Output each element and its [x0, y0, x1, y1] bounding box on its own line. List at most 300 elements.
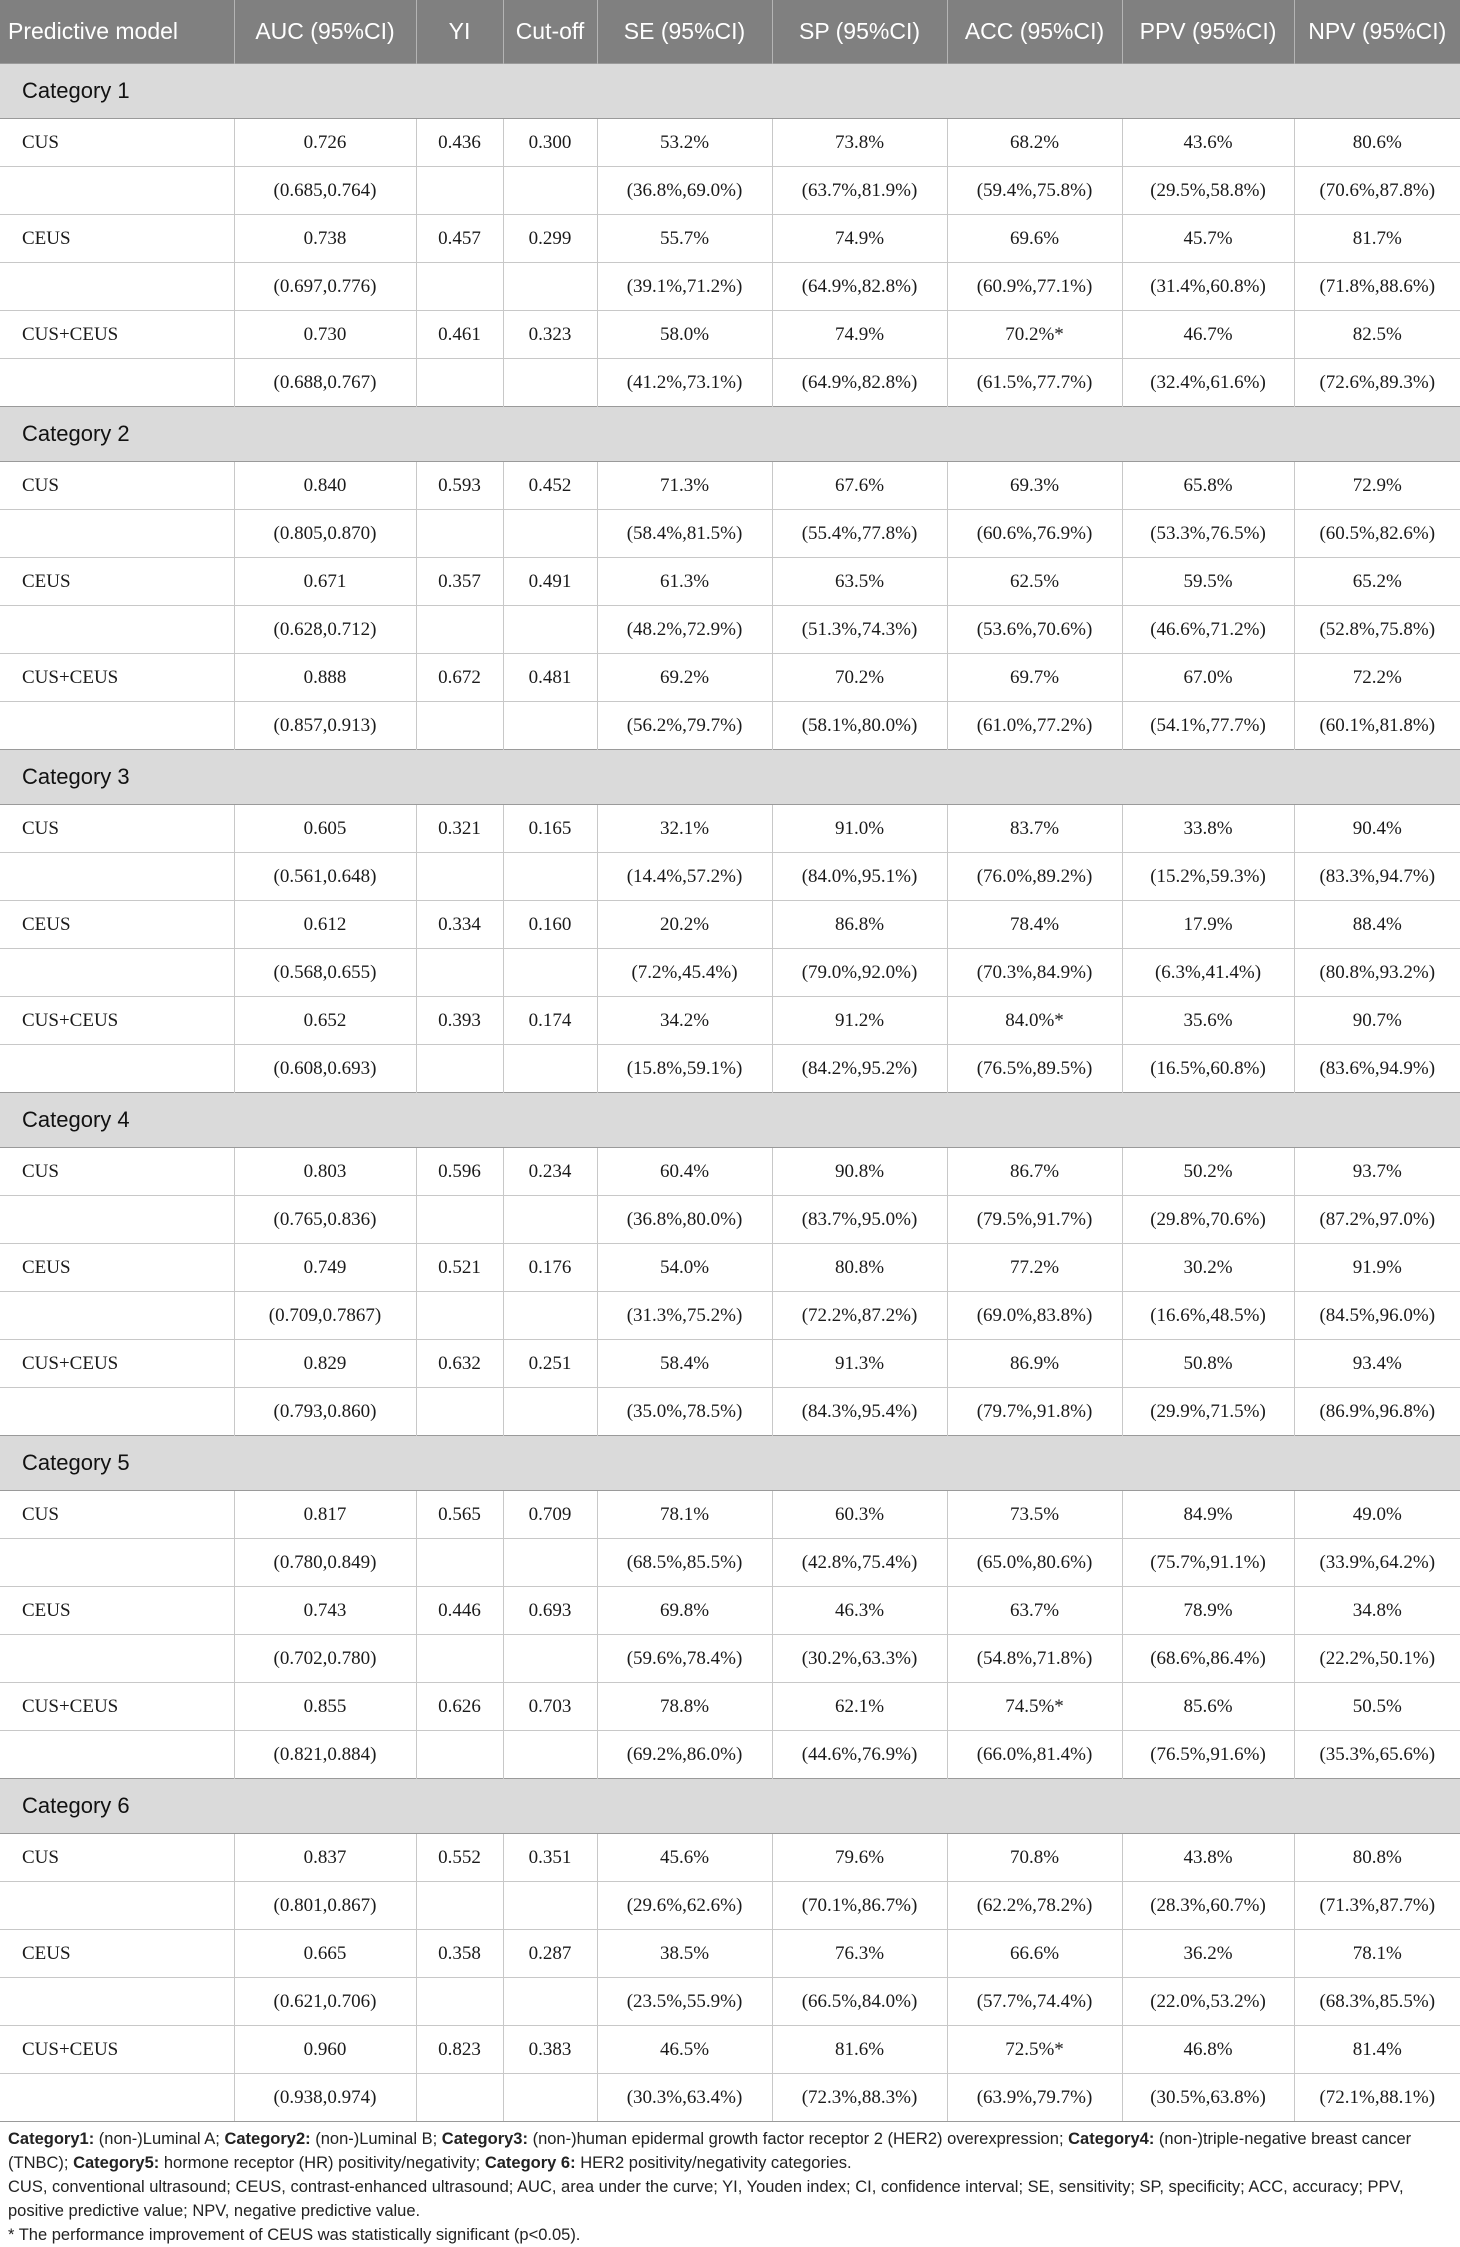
empty-cell [416, 606, 503, 654]
metric-value: 76.3% [772, 1930, 947, 1978]
confidence-interval: (71.8%,88.6%) [1294, 263, 1460, 311]
empty-cell [503, 2074, 597, 2122]
empty-cell [0, 1292, 234, 1340]
empty-cell [503, 702, 597, 750]
model-name: CUS+CEUS [0, 997, 234, 1045]
metric-value: 0.652 [234, 997, 416, 1045]
metric-value: 0.803 [234, 1148, 416, 1196]
empty-cell [416, 263, 503, 311]
metric-value: 91.0% [772, 805, 947, 853]
model-name: CUS [0, 1148, 234, 1196]
metric-value: 38.5% [597, 1930, 772, 1978]
confidence-interval: (36.8%,69.0%) [597, 167, 772, 215]
definition-term: Category2: [224, 2130, 311, 2148]
confidence-interval: (0.697,0.776) [234, 263, 416, 311]
metric-value: 81.4% [1294, 2026, 1460, 2074]
confidence-interval: (31.4%,60.8%) [1122, 263, 1294, 311]
metric-value: 0.693 [503, 1587, 597, 1635]
empty-cell [0, 1731, 234, 1779]
metric-value: 91.3% [772, 1340, 947, 1388]
metric-value: 46.5% [597, 2026, 772, 2074]
confidence-interval: (44.6%,76.9%) [772, 1731, 947, 1779]
metric-value: 0.452 [503, 462, 597, 510]
metric-value: 90.7% [1294, 997, 1460, 1045]
ci-row [0, 2074, 1460, 2122]
confidence-interval: (65.0%,80.6%) [947, 1539, 1122, 1587]
confidence-interval: (0.621,0.706) [234, 1978, 416, 2026]
empty-cell [0, 949, 234, 997]
metric-value: 0.481 [503, 654, 597, 702]
confidence-interval: (72.2%,87.2%) [772, 1292, 947, 1340]
metric-value: 78.1% [1294, 1930, 1460, 1978]
empty-cell [416, 1388, 503, 1436]
metric-value: 62.1% [772, 1683, 947, 1731]
confidence-interval: (42.8%,75.4%) [772, 1539, 947, 1587]
metric-value: 0.321 [416, 805, 503, 853]
metric-value: 72.5%* [947, 2026, 1122, 2074]
confidence-interval: (75.7%,91.1%) [1122, 1539, 1294, 1587]
table-row [0, 1834, 1460, 1882]
ci-row [0, 1196, 1460, 1244]
table-row [0, 2026, 1460, 2074]
metric-value: 0.709 [503, 1491, 597, 1539]
metric-value: 84.9% [1122, 1491, 1294, 1539]
metric-value: 65.2% [1294, 558, 1460, 606]
empty-cell [416, 1292, 503, 1340]
model-name: CUS+CEUS [0, 654, 234, 702]
confidence-interval: (76.0%,89.2%) [947, 853, 1122, 901]
metric-value: 0.351 [503, 1834, 597, 1882]
confidence-interval: (70.6%,87.8%) [1294, 167, 1460, 215]
metric-value: 33.8% [1122, 805, 1294, 853]
empty-cell [0, 359, 234, 407]
category-row [0, 1436, 1460, 1491]
header-cell: Predictive model [0, 0, 234, 64]
confidence-interval: (0.568,0.655) [234, 949, 416, 997]
empty-cell [503, 1635, 597, 1683]
confidence-interval: (51.3%,74.3%) [772, 606, 947, 654]
empty-cell [416, 167, 503, 215]
definition-text: HER2 positivity/negativity categories. [575, 2154, 852, 2172]
ci-row [0, 1882, 1460, 1930]
definition-term: Category4: [1068, 2130, 1155, 2148]
table-row [0, 311, 1460, 359]
metric-value: 67.6% [772, 462, 947, 510]
empty-cell [0, 263, 234, 311]
confidence-interval: (46.6%,71.2%) [1122, 606, 1294, 654]
ci-row [0, 1635, 1460, 1683]
table-row [0, 1148, 1460, 1196]
confidence-interval: (0.628,0.712) [234, 606, 416, 654]
metric-value: 46.3% [772, 1587, 947, 1635]
metric-value: 77.2% [947, 1244, 1122, 1292]
empty-cell [0, 606, 234, 654]
metric-value: 34.2% [597, 997, 772, 1045]
category-row [0, 1779, 1460, 1834]
empty-cell [503, 1292, 597, 1340]
metric-value: 93.7% [1294, 1148, 1460, 1196]
ci-row [0, 510, 1460, 558]
confidence-interval: (30.5%,63.8%) [1122, 2074, 1294, 2122]
confidence-interval: (36.8%,80.0%) [597, 1196, 772, 1244]
metric-value: 0.287 [503, 1930, 597, 1978]
model-name: CEUS [0, 901, 234, 949]
metric-value: 72.9% [1294, 462, 1460, 510]
confidence-interval: (29.8%,70.6%) [1122, 1196, 1294, 1244]
table-row [0, 1491, 1460, 1539]
metric-value: 74.9% [772, 215, 947, 263]
metric-value: 58.4% [597, 1340, 772, 1388]
metric-value: 0.174 [503, 997, 597, 1045]
confidence-interval: (53.3%,76.5%) [1122, 510, 1294, 558]
metric-value: 0.730 [234, 311, 416, 359]
confidence-interval: (54.8%,71.8%) [947, 1635, 1122, 1683]
empty-cell [0, 1196, 234, 1244]
metric-value: 86.7% [947, 1148, 1122, 1196]
metric-value: 0.671 [234, 558, 416, 606]
significance-note: * The performance improvement of CEUS was statistically significant (p<0.05). [8, 2226, 581, 2244]
confidence-interval: (15.2%,59.3%) [1122, 853, 1294, 901]
metric-value: 0.461 [416, 311, 503, 359]
metric-value: 0.703 [503, 1683, 597, 1731]
confidence-interval: (0.857,0.913) [234, 702, 416, 750]
metric-value: 34.8% [1294, 1587, 1460, 1635]
header-cell: PPV (95%CI) [1122, 0, 1294, 64]
metric-value: 61.3% [597, 558, 772, 606]
ci-row [0, 1978, 1460, 2026]
confidence-interval: (70.1%,86.7%) [772, 1882, 947, 1930]
metric-value: 32.1% [597, 805, 772, 853]
confidence-interval: (15.8%,59.1%) [597, 1045, 772, 1093]
table-row [0, 558, 1460, 606]
metric-value: 0.960 [234, 2026, 416, 2074]
metric-value: 82.5% [1294, 311, 1460, 359]
table-row [0, 119, 1460, 167]
confidence-interval: (29.9%,71.5%) [1122, 1388, 1294, 1436]
confidence-interval: (79.0%,92.0%) [772, 949, 947, 997]
category-row [0, 407, 1460, 462]
metric-value: 74.5%* [947, 1683, 1122, 1731]
empty-cell [416, 1539, 503, 1587]
model-name: CUS+CEUS [0, 2026, 234, 2074]
metric-value: 88.4% [1294, 901, 1460, 949]
empty-cell [416, 2074, 503, 2122]
confidence-interval: (30.2%,63.3%) [772, 1635, 947, 1683]
metric-value: 0.176 [503, 1244, 597, 1292]
metric-value: 66.6% [947, 1930, 1122, 1978]
metric-value: 0.888 [234, 654, 416, 702]
metric-value: 0.357 [416, 558, 503, 606]
metric-value: 68.2% [947, 119, 1122, 167]
empty-cell [503, 1882, 597, 1930]
definition-text: (non-)human epidermal growth factor receptor 2 (HER2) overexpression; [527, 2130, 1069, 2148]
header-cell: SE (95%CI) [597, 0, 772, 64]
metric-value: 46.8% [1122, 2026, 1294, 2074]
confidence-interval: (79.7%,91.8%) [947, 1388, 1122, 1436]
metric-value: 0.829 [234, 1340, 416, 1388]
confidence-interval: (55.4%,77.8%) [772, 510, 947, 558]
confidence-interval: (66.0%,81.4%) [947, 1731, 1122, 1779]
confidence-interval: (33.9%,64.2%) [1294, 1539, 1460, 1587]
metric-value: 0.358 [416, 1930, 503, 1978]
empty-cell [0, 1539, 234, 1587]
confidence-interval: (62.2%,78.2%) [947, 1882, 1122, 1930]
model-name: CUS [0, 462, 234, 510]
empty-cell [503, 1045, 597, 1093]
definition-term: Category3: [441, 2130, 528, 2148]
confidence-interval: (31.3%,75.2%) [597, 1292, 772, 1340]
metric-value: 43.8% [1122, 1834, 1294, 1882]
definition-text: hormone receptor (HR) positivity/negativity; [159, 2154, 485, 2172]
metric-value: 0.665 [234, 1930, 416, 1978]
category-title: Category 1 [0, 64, 1460, 119]
model-name: CEUS [0, 558, 234, 606]
confidence-interval: (68.3%,85.5%) [1294, 1978, 1460, 2026]
confidence-interval: (76.5%,91.6%) [1122, 1731, 1294, 1779]
confidence-interval: (0.608,0.693) [234, 1045, 416, 1093]
metric-value: 60.3% [772, 1491, 947, 1539]
confidence-interval: (84.2%,95.2%) [772, 1045, 947, 1093]
metric-value: 69.3% [947, 462, 1122, 510]
metric-value: 86.8% [772, 901, 947, 949]
empty-cell [416, 1196, 503, 1244]
confidence-interval: (66.5%,84.0%) [772, 1978, 947, 2026]
metric-value: 72.2% [1294, 654, 1460, 702]
metric-value: 0.436 [416, 119, 503, 167]
empty-cell [503, 1539, 597, 1587]
confidence-interval: (76.5%,89.5%) [947, 1045, 1122, 1093]
empty-cell [503, 167, 597, 215]
metric-value: 91.9% [1294, 1244, 1460, 1292]
confidence-interval: (69.0%,83.8%) [947, 1292, 1122, 1340]
confidence-interval: (0.793,0.860) [234, 1388, 416, 1436]
confidence-interval: (63.7%,81.9%) [772, 167, 947, 215]
metric-value: 81.7% [1294, 215, 1460, 263]
empty-cell [416, 510, 503, 558]
metric-value: 0.234 [503, 1148, 597, 1196]
model-name: CUS+CEUS [0, 1683, 234, 1731]
metric-value: 0.632 [416, 1340, 503, 1388]
confidence-interval: (22.2%,50.1%) [1294, 1635, 1460, 1683]
abbreviations-note: CUS, conventional ultrasound; CEUS, contrast-enhanced ultrasound; AUC, area under the curve; YI, Youden index; CI, confidence interval; SE, sensitivity; SP, specificity; ACC, accuracy; PPV, positive predictive value; NPV, negative predictive value. [8, 2178, 1404, 2220]
confidence-interval: (56.2%,79.7%) [597, 702, 772, 750]
confidence-interval: (83.6%,94.9%) [1294, 1045, 1460, 1093]
empty-cell [0, 702, 234, 750]
metric-value: 30.2% [1122, 1244, 1294, 1292]
metric-value: 93.4% [1294, 1340, 1460, 1388]
metric-value: 0.855 [234, 1683, 416, 1731]
metric-value: 0.605 [234, 805, 416, 853]
confidence-interval: (86.9%,96.8%) [1294, 1388, 1460, 1436]
table-row [0, 215, 1460, 263]
metric-value: 0.323 [503, 311, 597, 359]
confidence-interval: (83.3%,94.7%) [1294, 853, 1460, 901]
model-name: CUS [0, 1491, 234, 1539]
confidence-interval: (87.2%,97.0%) [1294, 1196, 1460, 1244]
confidence-interval: (39.1%,71.2%) [597, 263, 772, 311]
metric-value: 0.446 [416, 1587, 503, 1635]
model-name: CUS+CEUS [0, 311, 234, 359]
metric-value: 62.5% [947, 558, 1122, 606]
metric-value: 35.6% [1122, 997, 1294, 1045]
confidence-interval: (60.5%,82.6%) [1294, 510, 1460, 558]
confidence-interval: (0.688,0.767) [234, 359, 416, 407]
table-footnotes [0, 2127, 1460, 2247]
empty-cell [416, 1978, 503, 2026]
metric-value: 0.383 [503, 2026, 597, 2074]
metric-value: 0.251 [503, 1340, 597, 1388]
confidence-interval: (60.6%,76.9%) [947, 510, 1122, 558]
ci-row [0, 949, 1460, 997]
empty-cell [0, 1882, 234, 1930]
empty-cell [0, 853, 234, 901]
confidence-interval: (41.2%,73.1%) [597, 359, 772, 407]
table-row [0, 805, 1460, 853]
metric-value: 59.5% [1122, 558, 1294, 606]
metric-value: 70.8% [947, 1834, 1122, 1882]
ci-row [0, 359, 1460, 407]
model-name: CEUS [0, 1244, 234, 1292]
metric-value: 63.5% [772, 558, 947, 606]
empty-cell [416, 853, 503, 901]
definition-text: (non-)Luminal B; [310, 2130, 442, 2148]
metric-value: 78.1% [597, 1491, 772, 1539]
confidence-interval: (23.5%,55.9%) [597, 1978, 772, 2026]
table-row [0, 997, 1460, 1045]
confidence-interval: (0.561,0.648) [234, 853, 416, 901]
metric-value: 70.2% [772, 654, 947, 702]
confidence-interval: (48.2%,72.9%) [597, 606, 772, 654]
confidence-interval: (64.9%,82.8%) [772, 359, 947, 407]
metric-value: 0.393 [416, 997, 503, 1045]
confidence-interval: (61.5%,77.7%) [947, 359, 1122, 407]
empty-cell [503, 949, 597, 997]
metric-value: 0.457 [416, 215, 503, 263]
header-cell: AUC (95%CI) [234, 0, 416, 64]
definition-text: (non-)triple-negative breast cancer (TNBC); [8, 2130, 1412, 2172]
confidence-interval: (0.702,0.780) [234, 1635, 416, 1683]
metric-value: 50.2% [1122, 1148, 1294, 1196]
confidence-interval: (16.5%,60.8%) [1122, 1045, 1294, 1093]
confidence-interval: (0.780,0.849) [234, 1539, 416, 1587]
metric-value: 0.552 [416, 1834, 503, 1882]
confidence-interval: (14.4%,57.2%) [597, 853, 772, 901]
ci-row [0, 263, 1460, 311]
metric-value: 0.626 [416, 1683, 503, 1731]
metric-value: 55.7% [597, 215, 772, 263]
empty-cell [0, 167, 234, 215]
confidence-interval: (72.6%,89.3%) [1294, 359, 1460, 407]
header-cell: NPV (95%CI) [1294, 0, 1460, 64]
metric-value: 69.8% [597, 1587, 772, 1635]
metric-value: 45.6% [597, 1834, 772, 1882]
header-cell: SP (95%CI) [772, 0, 947, 64]
confidence-interval: (60.9%,77.1%) [947, 263, 1122, 311]
confidence-interval: (72.3%,88.3%) [772, 2074, 947, 2122]
metric-value: 0.840 [234, 462, 416, 510]
metric-value: 60.4% [597, 1148, 772, 1196]
header-row [0, 0, 1460, 64]
confidence-interval: (35.3%,65.6%) [1294, 1731, 1460, 1779]
confidence-interval: (59.4%,75.8%) [947, 167, 1122, 215]
header-cell: Cut-off [503, 0, 597, 64]
confidence-interval: (29.6%,62.6%) [597, 1882, 772, 1930]
table-row [0, 1340, 1460, 1388]
empty-cell [416, 1882, 503, 1930]
metric-value: 0.738 [234, 215, 416, 263]
empty-cell [503, 1978, 597, 2026]
metric-value: 90.4% [1294, 805, 1460, 853]
confidence-interval: (0.709,0.7867) [234, 1292, 416, 1340]
metric-value: 65.8% [1122, 462, 1294, 510]
confidence-interval: (0.938,0.974) [234, 2074, 416, 2122]
metric-value: 0.593 [416, 462, 503, 510]
metric-value: 0.160 [503, 901, 597, 949]
confidence-interval: (0.821,0.884) [234, 1731, 416, 1779]
category-row [0, 64, 1460, 119]
metric-value: 45.7% [1122, 215, 1294, 263]
confidence-interval: (68.6%,86.4%) [1122, 1635, 1294, 1683]
empty-cell [0, 1388, 234, 1436]
empty-cell [503, 1196, 597, 1244]
model-name: CEUS [0, 1587, 234, 1635]
confidence-interval: (16.6%,48.5%) [1122, 1292, 1294, 1340]
confidence-interval: (80.8%,93.2%) [1294, 949, 1460, 997]
table-row [0, 1587, 1460, 1635]
metric-value: 71.3% [597, 462, 772, 510]
ci-row [0, 1539, 1460, 1587]
confidence-interval: (84.3%,95.4%) [772, 1388, 947, 1436]
metric-value: 0.837 [234, 1834, 416, 1882]
metric-value: 80.8% [772, 1244, 947, 1292]
table-row [0, 901, 1460, 949]
metric-value: 91.2% [772, 997, 947, 1045]
confidence-interval: (59.6%,78.4%) [597, 1635, 772, 1683]
ci-row [0, 853, 1460, 901]
empty-cell [416, 1731, 503, 1779]
metric-value: 63.7% [947, 1587, 1122, 1635]
confidence-interval: (29.5%,58.8%) [1122, 167, 1294, 215]
confidence-interval: (6.3%,41.4%) [1122, 949, 1294, 997]
confidence-interval: (79.5%,91.7%) [947, 1196, 1122, 1244]
confidence-interval: (32.4%,61.6%) [1122, 359, 1294, 407]
table-row [0, 654, 1460, 702]
definition-term: Category 6: [484, 2154, 576, 2172]
table-row [0, 1683, 1460, 1731]
ci-row [0, 1292, 1460, 1340]
metric-value: 43.6% [1122, 119, 1294, 167]
empty-cell [0, 1635, 234, 1683]
metric-value: 49.0% [1294, 1491, 1460, 1539]
header-cell: YI [416, 0, 503, 64]
confidence-interval: (84.0%,95.1%) [772, 853, 947, 901]
model-name: CEUS [0, 1930, 234, 1978]
empty-cell [416, 702, 503, 750]
ci-row [0, 167, 1460, 215]
metric-value: 0.299 [503, 215, 597, 263]
metric-value: 58.0% [597, 311, 772, 359]
confidence-interval: (0.801,0.867) [234, 1882, 416, 1930]
confidence-interval: (57.7%,74.4%) [947, 1978, 1122, 2026]
metric-value: 0.491 [503, 558, 597, 606]
metric-value: 0.726 [234, 119, 416, 167]
confidence-interval: (69.2%,86.0%) [597, 1731, 772, 1779]
confidence-interval: (71.3%,87.7%) [1294, 1882, 1460, 1930]
category-title: Category 2 [0, 407, 1460, 462]
confidence-interval: (28.3%,60.7%) [1122, 1882, 1294, 1930]
empty-cell [0, 1045, 234, 1093]
metric-value: 84.0%* [947, 997, 1122, 1045]
